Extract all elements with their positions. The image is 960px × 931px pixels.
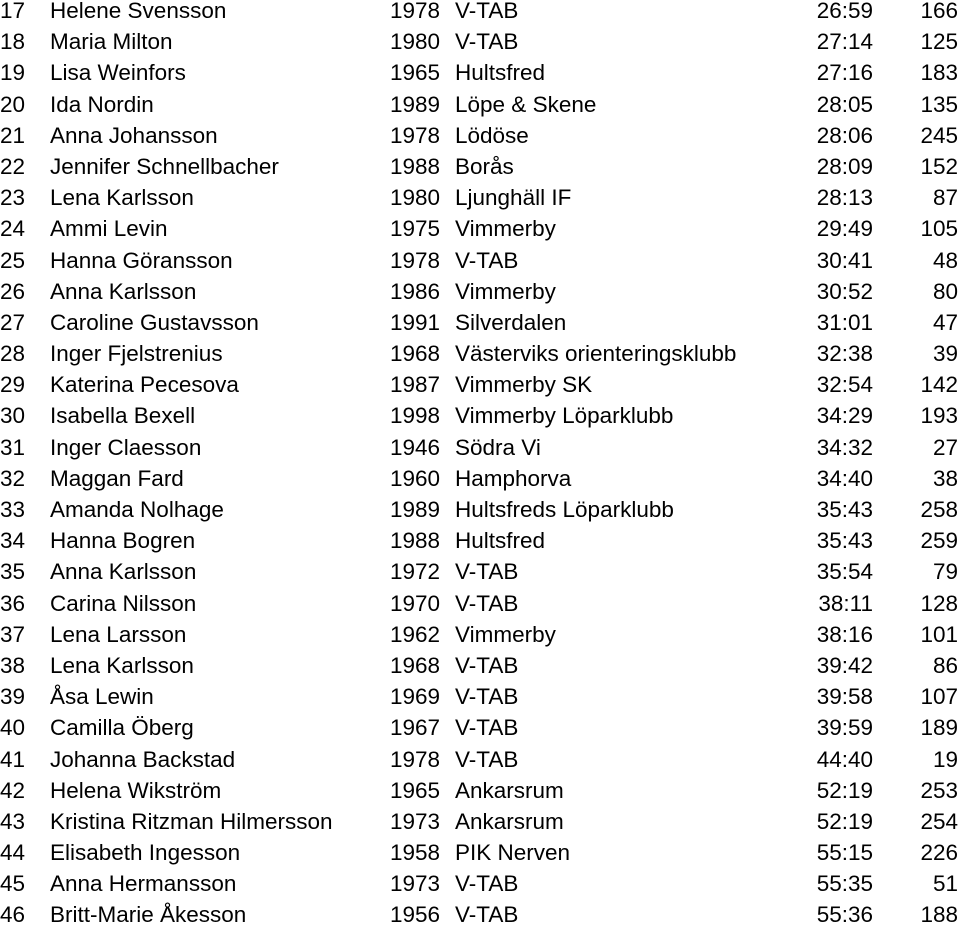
finish-time-cell: 34:32 <box>816 434 873 460</box>
bib-number-cell: 166 <box>920 0 958 23</box>
bib-number-cell: 79 <box>932 559 958 585</box>
runner-name-cell: Jennifer Schnellbacher <box>50 153 279 179</box>
club-cell: Borås <box>455 153 514 179</box>
birth-year-cell: 1978 <box>389 122 440 148</box>
birth-year-cell: 1978 <box>389 0 440 23</box>
place-cell: 25 <box>0 247 26 273</box>
club-cell: Ljunghäll IF <box>455 185 572 211</box>
bib-number-cell: 259 <box>920 528 958 554</box>
finish-time-cell: 28:06 <box>816 122 873 148</box>
finish-time-cell: 28:05 <box>816 91 873 117</box>
finish-time-cell: 32:38 <box>816 341 873 367</box>
place-cell: 37 <box>0 621 26 647</box>
result-row <box>0 744 960 775</box>
finish-time-cell: 28:13 <box>816 185 873 211</box>
finish-time-cell: 27:16 <box>816 60 873 86</box>
bib-number-cell: 245 <box>920 122 958 148</box>
birth-year-cell: 1972 <box>389 559 440 585</box>
bib-number-cell: 258 <box>920 497 958 522</box>
finish-time-cell: 34:29 <box>816 403 873 429</box>
result-row <box>0 494 960 525</box>
bib-number-cell: 254 <box>920 808 958 834</box>
club-cell: V-TAB <box>455 247 519 273</box>
bib-number-cell: 125 <box>920 29 958 55</box>
place-cell: 42 <box>0 777 26 803</box>
club-cell: V-TAB <box>455 715 519 741</box>
bib-number-cell: 48 <box>932 247 958 273</box>
birth-year-cell: 1989 <box>389 497 440 522</box>
runner-name-cell: Lisa Weinfors <box>50 60 186 86</box>
runner-name-cell: Lena Karlsson <box>50 652 194 678</box>
runner-name-cell: Hanna Göransson <box>50 247 233 273</box>
bib-number-cell: 152 <box>920 153 958 179</box>
place-cell: 33 <box>0 497 26 522</box>
finish-time-cell: 30:41 <box>816 247 873 273</box>
runner-name-cell: Ammi Levin <box>50 216 168 242</box>
club-cell: Vimmerby <box>455 216 556 242</box>
runner-name-cell: Anna Johansson <box>50 122 218 148</box>
club-cell: Hamphorva <box>455 465 572 491</box>
result-row <box>0 712 960 743</box>
club-cell: Löpe & Skene <box>455 91 597 117</box>
birth-year-cell: 1988 <box>389 528 440 554</box>
bib-number-cell: 38 <box>932 465 958 491</box>
runner-name-cell: Katerina Pecesova <box>50 372 239 398</box>
bib-number-cell: 87 <box>932 185 958 211</box>
place-cell: 45 <box>0 871 26 897</box>
finish-time-cell: 26:59 <box>816 0 873 23</box>
bib-number-cell: 253 <box>920 777 958 803</box>
runner-name-cell: Anna Karlsson <box>50 559 197 585</box>
club-cell: V-TAB <box>455 684 519 710</box>
club-cell: Hultsfred <box>455 528 546 554</box>
birth-year-cell: 1956 <box>389 902 440 928</box>
result-row <box>0 89 960 120</box>
result-row <box>0 307 960 338</box>
place-cell: 17 <box>0 0 26 23</box>
runner-name-cell: Åsa Lewin <box>50 684 154 710</box>
runner-name-cell: Camilla Öberg <box>50 715 194 741</box>
result-row <box>0 276 960 307</box>
finish-time-cell: 29:49 <box>816 216 873 242</box>
bib-number-cell: 189 <box>920 715 958 741</box>
place-cell: 36 <box>0 590 26 616</box>
result-row <box>0 400 960 431</box>
result-row <box>0 369 960 400</box>
result-row <box>0 0 960 26</box>
place-cell: 19 <box>0 60 26 86</box>
place-cell: 18 <box>0 29 26 55</box>
club-cell: V-TAB <box>455 652 519 678</box>
place-cell: 30 <box>0 403 26 429</box>
bib-number-cell: 80 <box>932 278 958 304</box>
birth-year-cell: 1965 <box>389 60 440 86</box>
runner-name-cell: Caroline Gustavsson <box>50 309 259 335</box>
runner-name-cell: Helena Wikström <box>50 777 222 803</box>
finish-time-cell: 38:11 <box>818 590 873 616</box>
birth-year-cell: 1980 <box>389 29 440 55</box>
runner-name-cell: Isabella Bexell <box>50 403 196 429</box>
finish-time-cell: 52:19 <box>816 777 873 803</box>
bib-number-cell: 51 <box>932 871 958 897</box>
runner-name-cell: Maria Milton <box>50 29 173 55</box>
club-cell: Vimmerby Löparklubb <box>455 403 674 429</box>
finish-time-cell: 32:54 <box>816 372 873 398</box>
place-cell: 43 <box>0 808 26 834</box>
finish-time-cell: 31:01 <box>816 309 873 335</box>
birth-year-cell: 1962 <box>389 621 440 647</box>
result-row <box>0 681 960 712</box>
bib-number-cell: 47 <box>932 309 958 335</box>
bib-number-cell: 19 <box>932 746 958 772</box>
runner-name-cell: Inger Claesson <box>50 434 202 460</box>
result-row <box>0 245 960 276</box>
birth-year-cell: 1978 <box>389 247 440 273</box>
runner-name-cell: Lena Larsson <box>50 621 187 647</box>
bib-number-cell: 188 <box>920 902 958 928</box>
bib-number-cell: 193 <box>920 403 958 429</box>
birth-year-cell: 1987 <box>389 372 440 398</box>
runner-name-cell: Elisabeth Ingesson <box>50 840 241 866</box>
result-row <box>0 899 960 930</box>
bib-number-cell: 128 <box>920 590 958 616</box>
bib-number-cell: 135 <box>920 91 958 117</box>
result-row <box>0 213 960 244</box>
place-cell: 46 <box>0 902 26 928</box>
runner-name-cell: Hanna Bogren <box>50 528 196 554</box>
place-cell: 22 <box>0 153 26 179</box>
club-cell: V-TAB <box>455 746 519 772</box>
club-cell: V-TAB <box>455 871 519 897</box>
result-row <box>0 57 960 88</box>
birth-year-cell: 1946 <box>389 434 440 460</box>
place-cell: 44 <box>0 840 26 866</box>
runner-name-cell: Ida Nordin <box>50 91 154 117</box>
finish-time-cell: 39:59 <box>816 715 873 741</box>
finish-time-cell: 55:15 <box>816 840 873 866</box>
runner-name-cell: Inger Fjelstrenius <box>50 341 223 367</box>
place-cell: 29 <box>0 372 26 398</box>
finish-time-cell: 39:58 <box>816 684 873 710</box>
finish-time-cell: 34:40 <box>816 465 873 491</box>
club-cell: Lödöse <box>455 122 529 148</box>
club-cell: Vimmerby <box>455 621 556 647</box>
club-cell: Hultsfreds Löparklubb <box>455 497 674 522</box>
result-row <box>0 151 960 182</box>
birth-year-cell: 1970 <box>389 590 440 616</box>
finish-time-cell: 30:52 <box>816 278 873 304</box>
birth-year-cell: 1967 <box>389 715 440 741</box>
result-row <box>0 432 960 463</box>
result-row <box>0 588 960 619</box>
result-row <box>0 338 960 369</box>
result-row <box>0 556 960 587</box>
runner-name-cell: Anna Hermansson <box>50 871 237 897</box>
birth-year-cell: 1986 <box>389 278 440 304</box>
club-cell: Hultsfred <box>455 60 546 86</box>
result-row <box>0 837 960 868</box>
club-cell: V-TAB <box>455 29 519 55</box>
runner-name-cell: Anna Karlsson <box>50 278 197 304</box>
finish-time-cell: 55:35 <box>816 871 873 897</box>
runner-name-cell: Carina Nilsson <box>50 590 197 616</box>
club-cell: Vimmerby SK <box>455 372 593 398</box>
result-row <box>0 463 960 494</box>
finish-time-cell: 39:42 <box>816 652 873 678</box>
place-cell: 27 <box>0 309 26 335</box>
birth-year-cell: 1960 <box>389 465 440 491</box>
bib-number-cell: 226 <box>920 840 958 866</box>
finish-time-cell: 35:43 <box>816 497 873 522</box>
place-cell: 31 <box>0 434 26 460</box>
result-row <box>0 619 960 650</box>
bib-number-cell: 86 <box>932 652 958 678</box>
finish-time-cell: 55:36 <box>816 902 873 928</box>
birth-year-cell: 1989 <box>389 91 440 117</box>
place-cell: 26 <box>0 278 26 304</box>
club-cell: Ankarsrum <box>455 808 564 834</box>
club-cell: Vimmerby <box>455 278 556 304</box>
club-cell: Silverdalen <box>455 309 567 335</box>
bib-number-cell: 183 <box>920 60 958 86</box>
bib-number-cell: 142 <box>920 372 958 398</box>
result-row <box>0 525 960 556</box>
birth-year-cell: 1965 <box>389 777 440 803</box>
result-row <box>0 868 960 899</box>
birth-year-cell: 1988 <box>389 153 440 179</box>
birth-year-cell: 1978 <box>389 746 440 772</box>
finish-time-cell: 38:16 <box>816 621 873 647</box>
place-cell: 20 <box>0 91 26 117</box>
runner-name-cell: Amanda Nolhage <box>50 497 224 522</box>
bib-number-cell: 107 <box>920 684 958 710</box>
place-cell: 32 <box>0 465 26 491</box>
birth-year-cell: 1968 <box>389 341 440 367</box>
finish-time-cell: 27:14 <box>816 29 873 55</box>
result-row <box>0 26 960 57</box>
bib-number-cell: 27 <box>932 434 958 460</box>
result-row <box>0 120 960 151</box>
bib-number-cell: 101 <box>920 621 958 647</box>
place-cell: 40 <box>0 715 26 741</box>
club-cell: Södra Vi <box>455 434 541 460</box>
bib-number-cell: 105 <box>920 216 958 242</box>
club-cell: V-TAB <box>455 0 519 23</box>
place-cell: 41 <box>0 746 26 772</box>
birth-year-cell: 1973 <box>389 808 440 834</box>
club-cell: PIK Nerven <box>455 840 571 866</box>
place-cell: 38 <box>0 652 26 678</box>
place-cell: 35 <box>0 559 26 585</box>
result-row <box>0 775 960 806</box>
place-cell: 24 <box>0 216 26 242</box>
finish-time-cell: 28:09 <box>816 153 873 179</box>
finish-time-cell: 35:54 <box>816 559 873 585</box>
runner-name-cell: Helene Svensson <box>50 0 227 23</box>
bib-number-cell: 39 <box>932 341 958 367</box>
runner-name-cell: Maggan Fard <box>50 465 184 491</box>
club-cell: V-TAB <box>455 559 519 585</box>
birth-year-cell: 1998 <box>389 403 440 429</box>
birth-year-cell: 1969 <box>389 684 440 710</box>
result-row <box>0 806 960 837</box>
finish-time-cell: 52:19 <box>816 808 873 834</box>
runner-name-cell: Lena Karlsson <box>50 185 194 211</box>
birth-year-cell: 1958 <box>389 840 440 866</box>
club-cell: V-TAB <box>455 902 519 928</box>
place-cell: 23 <box>0 185 26 211</box>
club-cell: Ankarsrum <box>455 777 564 803</box>
finish-time-cell: 44:40 <box>816 746 873 772</box>
birth-year-cell: 1968 <box>389 652 440 678</box>
club-cell: V-TAB <box>455 590 519 616</box>
club-cell: Västerviks orienteringsklubb <box>455 341 737 367</box>
place-cell: 34 <box>0 528 26 554</box>
place-cell: 39 <box>0 684 26 710</box>
place-cell: 21 <box>0 122 26 148</box>
birth-year-cell: 1991 <box>389 309 440 335</box>
birth-year-cell: 1980 <box>389 185 440 211</box>
runner-name-cell: Johanna Backstad <box>50 746 236 772</box>
finish-time-cell: 35:43 <box>816 528 873 554</box>
birth-year-cell: 1973 <box>389 871 440 897</box>
result-row <box>0 182 960 213</box>
result-row <box>0 650 960 681</box>
place-cell: 28 <box>0 341 26 367</box>
runner-name-cell: Britt-Marie Åkesson <box>50 902 247 928</box>
runner-name-cell: Kristina Ritzman Hilmersson <box>50 808 333 834</box>
birth-year-cell: 1975 <box>389 216 440 242</box>
